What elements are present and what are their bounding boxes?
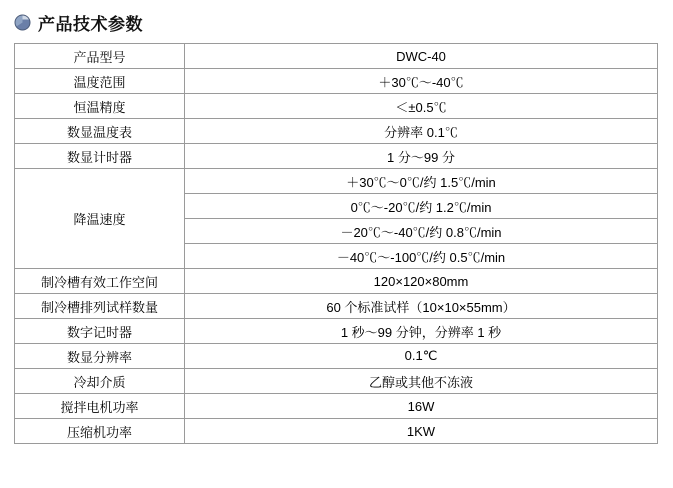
row-value: 0℃～-20℃/约 1.2℃/min: [185, 194, 658, 219]
row-label: 压缩机功率: [15, 419, 185, 444]
table-row: [15, 344, 658, 369]
row-label: 数显温度表: [15, 119, 185, 144]
table-row: [15, 419, 658, 444]
row-value: 乙醇或其他不冻液: [185, 369, 658, 394]
row-value: ＜±0.5℃: [185, 94, 658, 119]
row-label: 搅拌电机功率: [15, 394, 185, 419]
row-value: 1KW: [185, 419, 658, 444]
table-row: [15, 394, 658, 419]
specifications-table: [14, 43, 658, 444]
row-value: ＋30℃～0℃/约 1.5℃/min: [185, 169, 658, 194]
row-label: 数字记时器: [15, 319, 185, 344]
row-value: 120×120×80mm: [185, 269, 658, 294]
row-label: 数显计时器: [15, 144, 185, 169]
table-row: [15, 319, 658, 344]
row-label: 温度范围: [15, 69, 185, 94]
table-row: [15, 144, 658, 169]
row-label: 数显分辨率: [15, 344, 185, 369]
row-value: 60 个标准试样（10×10×55mm）: [185, 294, 658, 319]
row-value: 16W: [185, 394, 658, 419]
row-label: 降温速度: [15, 169, 185, 269]
row-label: 恒温精度: [15, 94, 185, 119]
table-row: [15, 69, 658, 94]
table-row: [15, 369, 658, 394]
table-row: [15, 94, 658, 119]
row-value: 1 秒～99 分钟，分辨率 1 秒: [185, 319, 658, 344]
table-row: [15, 294, 658, 319]
table-row: [15, 44, 658, 69]
row-label: 冷却介质: [15, 369, 185, 394]
row-value: －20℃～-40℃/约 0.8℃/min: [185, 219, 658, 244]
sphere-bullet-icon: [14, 14, 31, 31]
row-value: －40℃～-100℃/约 0.5℃/min: [185, 244, 658, 269]
row-value: ＋30℃～-40℃: [185, 69, 658, 94]
row-value: 0.1℃: [185, 344, 658, 369]
row-value: 分辨率 0.1℃: [185, 119, 658, 144]
row-label: 产品型号: [15, 44, 185, 69]
page-title: 产品技术参数: [38, 15, 143, 34]
page-title-row: [0, 0, 673, 43]
table-row: [15, 169, 658, 194]
table-row: [15, 269, 658, 294]
table-row: [15, 119, 658, 144]
row-value: 1 分～99 分: [185, 144, 658, 169]
row-label: 制冷槽排列试样数量: [15, 294, 185, 319]
row-value: DWC-40: [185, 44, 658, 69]
row-label: 制冷槽有效工作空间: [15, 269, 185, 294]
